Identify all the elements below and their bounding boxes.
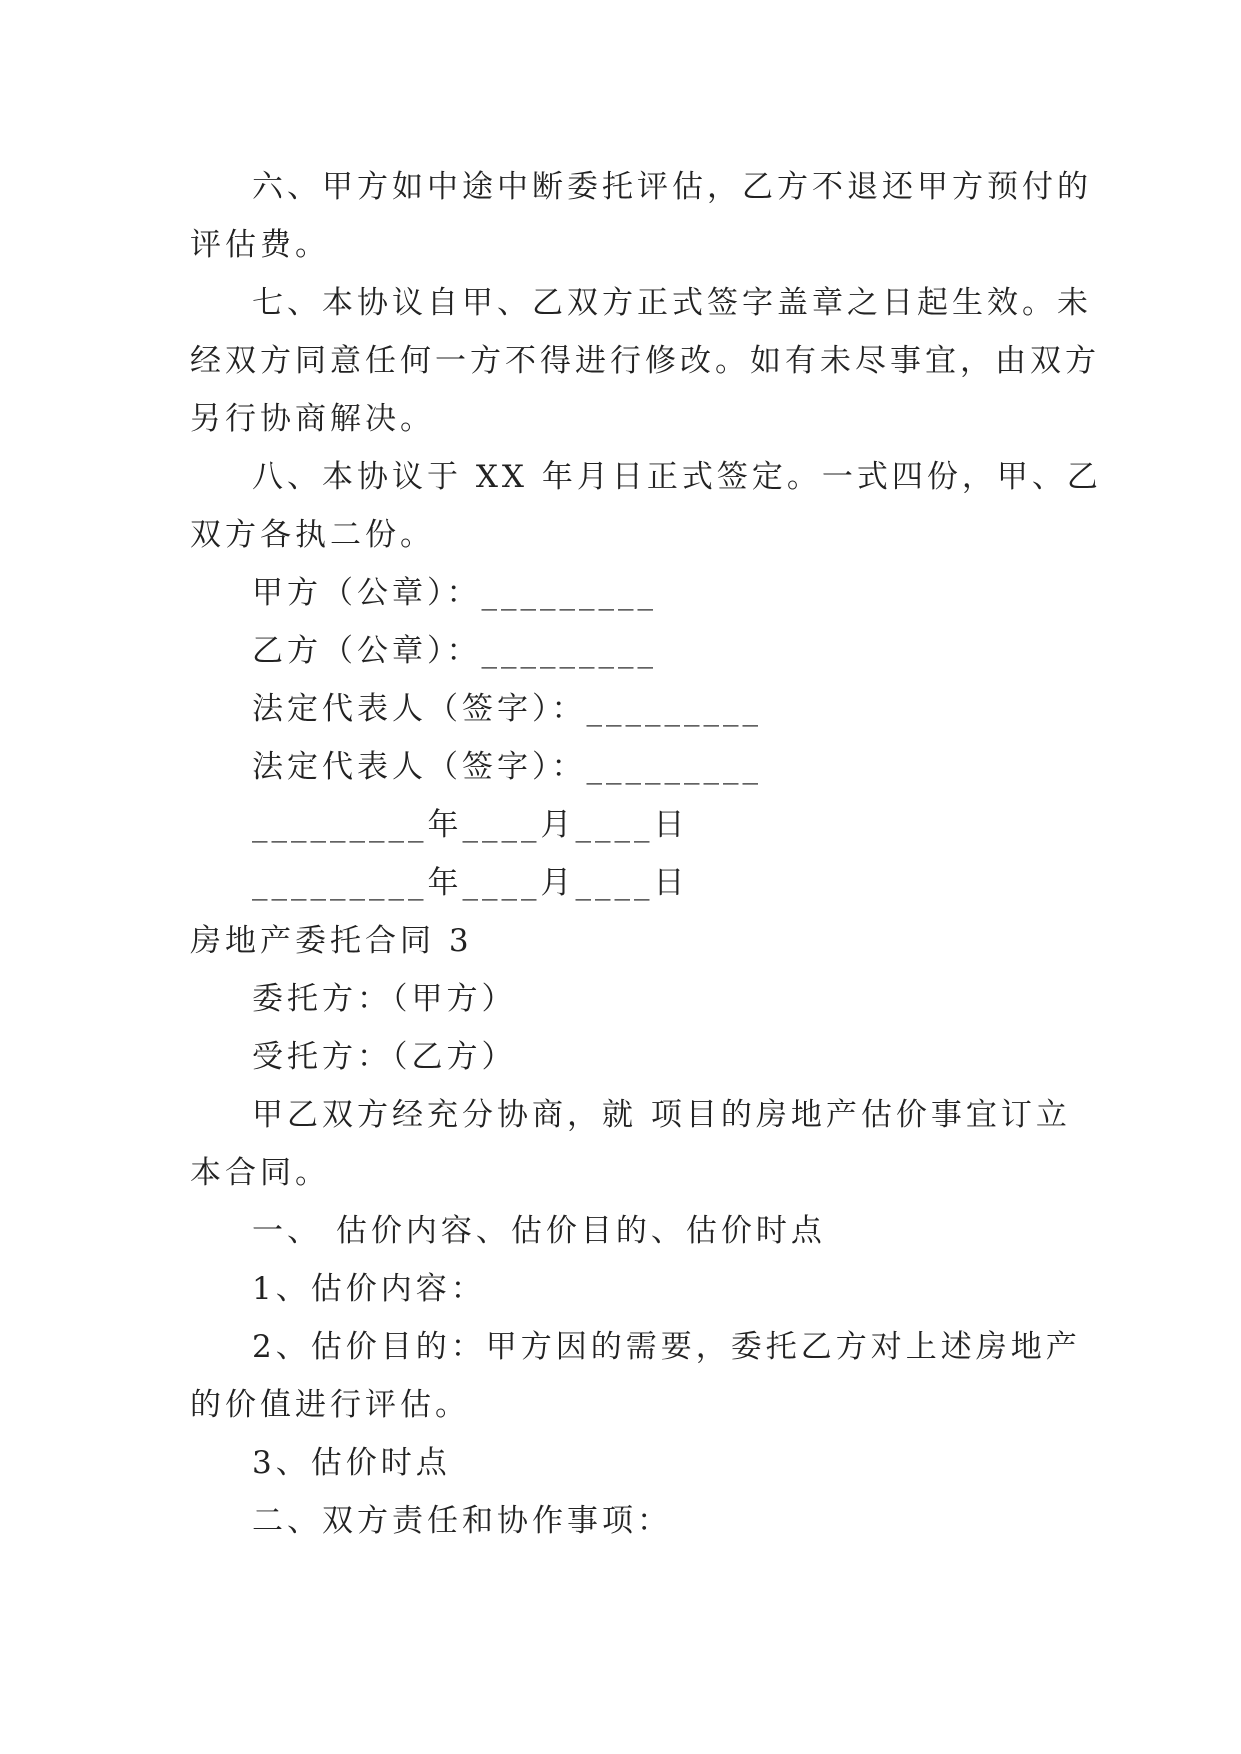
agent-party: 受托方：（乙方） (252, 1039, 517, 1075)
legal-rep-signature-b: 法定代表人（签字）：_________ (252, 749, 762, 785)
clause-7-line-2: 经双方同意任何一方不得进行修改。如有未尽事宜，由双方 (190, 343, 1100, 379)
item-3: 3、估价时点 (252, 1445, 451, 1481)
document-page (190, 158, 1102, 1550)
clause-7-line-3: 另行协商解决。 (190, 401, 435, 437)
item-1: 1、估价内容： (252, 1271, 486, 1307)
clause-6-line-2: 评估费。 (190, 227, 330, 263)
party-a-seal: 甲方（公章）：_________ (252, 575, 657, 611)
heading-2: 二、双方责任和协作事项： (252, 1503, 672, 1539)
principal-party: 委托方：（甲方） (252, 981, 517, 1017)
clause-8-line-2: 双方各执二份。 (190, 517, 435, 553)
clause-7-line-1: 七、本协议自甲、乙双方正式签字盖章之日起生效。未 (252, 285, 1092, 321)
legal-rep-signature-a: 法定代表人（签字）：_________ (252, 691, 762, 727)
clause-8-line-1: 八、本协议于 XX 年月日正式签定。一式四份，甲、乙 (252, 459, 1102, 495)
date-line-a: _________年____月____日 (252, 807, 689, 843)
party-b-seal: 乙方（公章）：_________ (252, 633, 657, 669)
intro-line-2: 本合同。 (190, 1155, 330, 1191)
item-2-line-2: 的价值进行评估。 (190, 1387, 470, 1423)
intro-line-1: 甲乙双方经充分协商，就 项目的房地产估价事宜订立 (252, 1097, 1071, 1133)
date-line-b: _________年____月____日 (252, 865, 689, 901)
section-title: 房地产委托合同 3 (190, 923, 473, 959)
item-2-line-1: 2、估价目的：甲方因的需要，委托乙方对上述房地产 (252, 1329, 1081, 1365)
heading-1: 一、 估价内容、估价目的、估价时点 (252, 1213, 826, 1249)
clause-6-line-1: 六、甲方如中途中断委托评估，乙方不退还甲方预付的 (252, 169, 1092, 205)
